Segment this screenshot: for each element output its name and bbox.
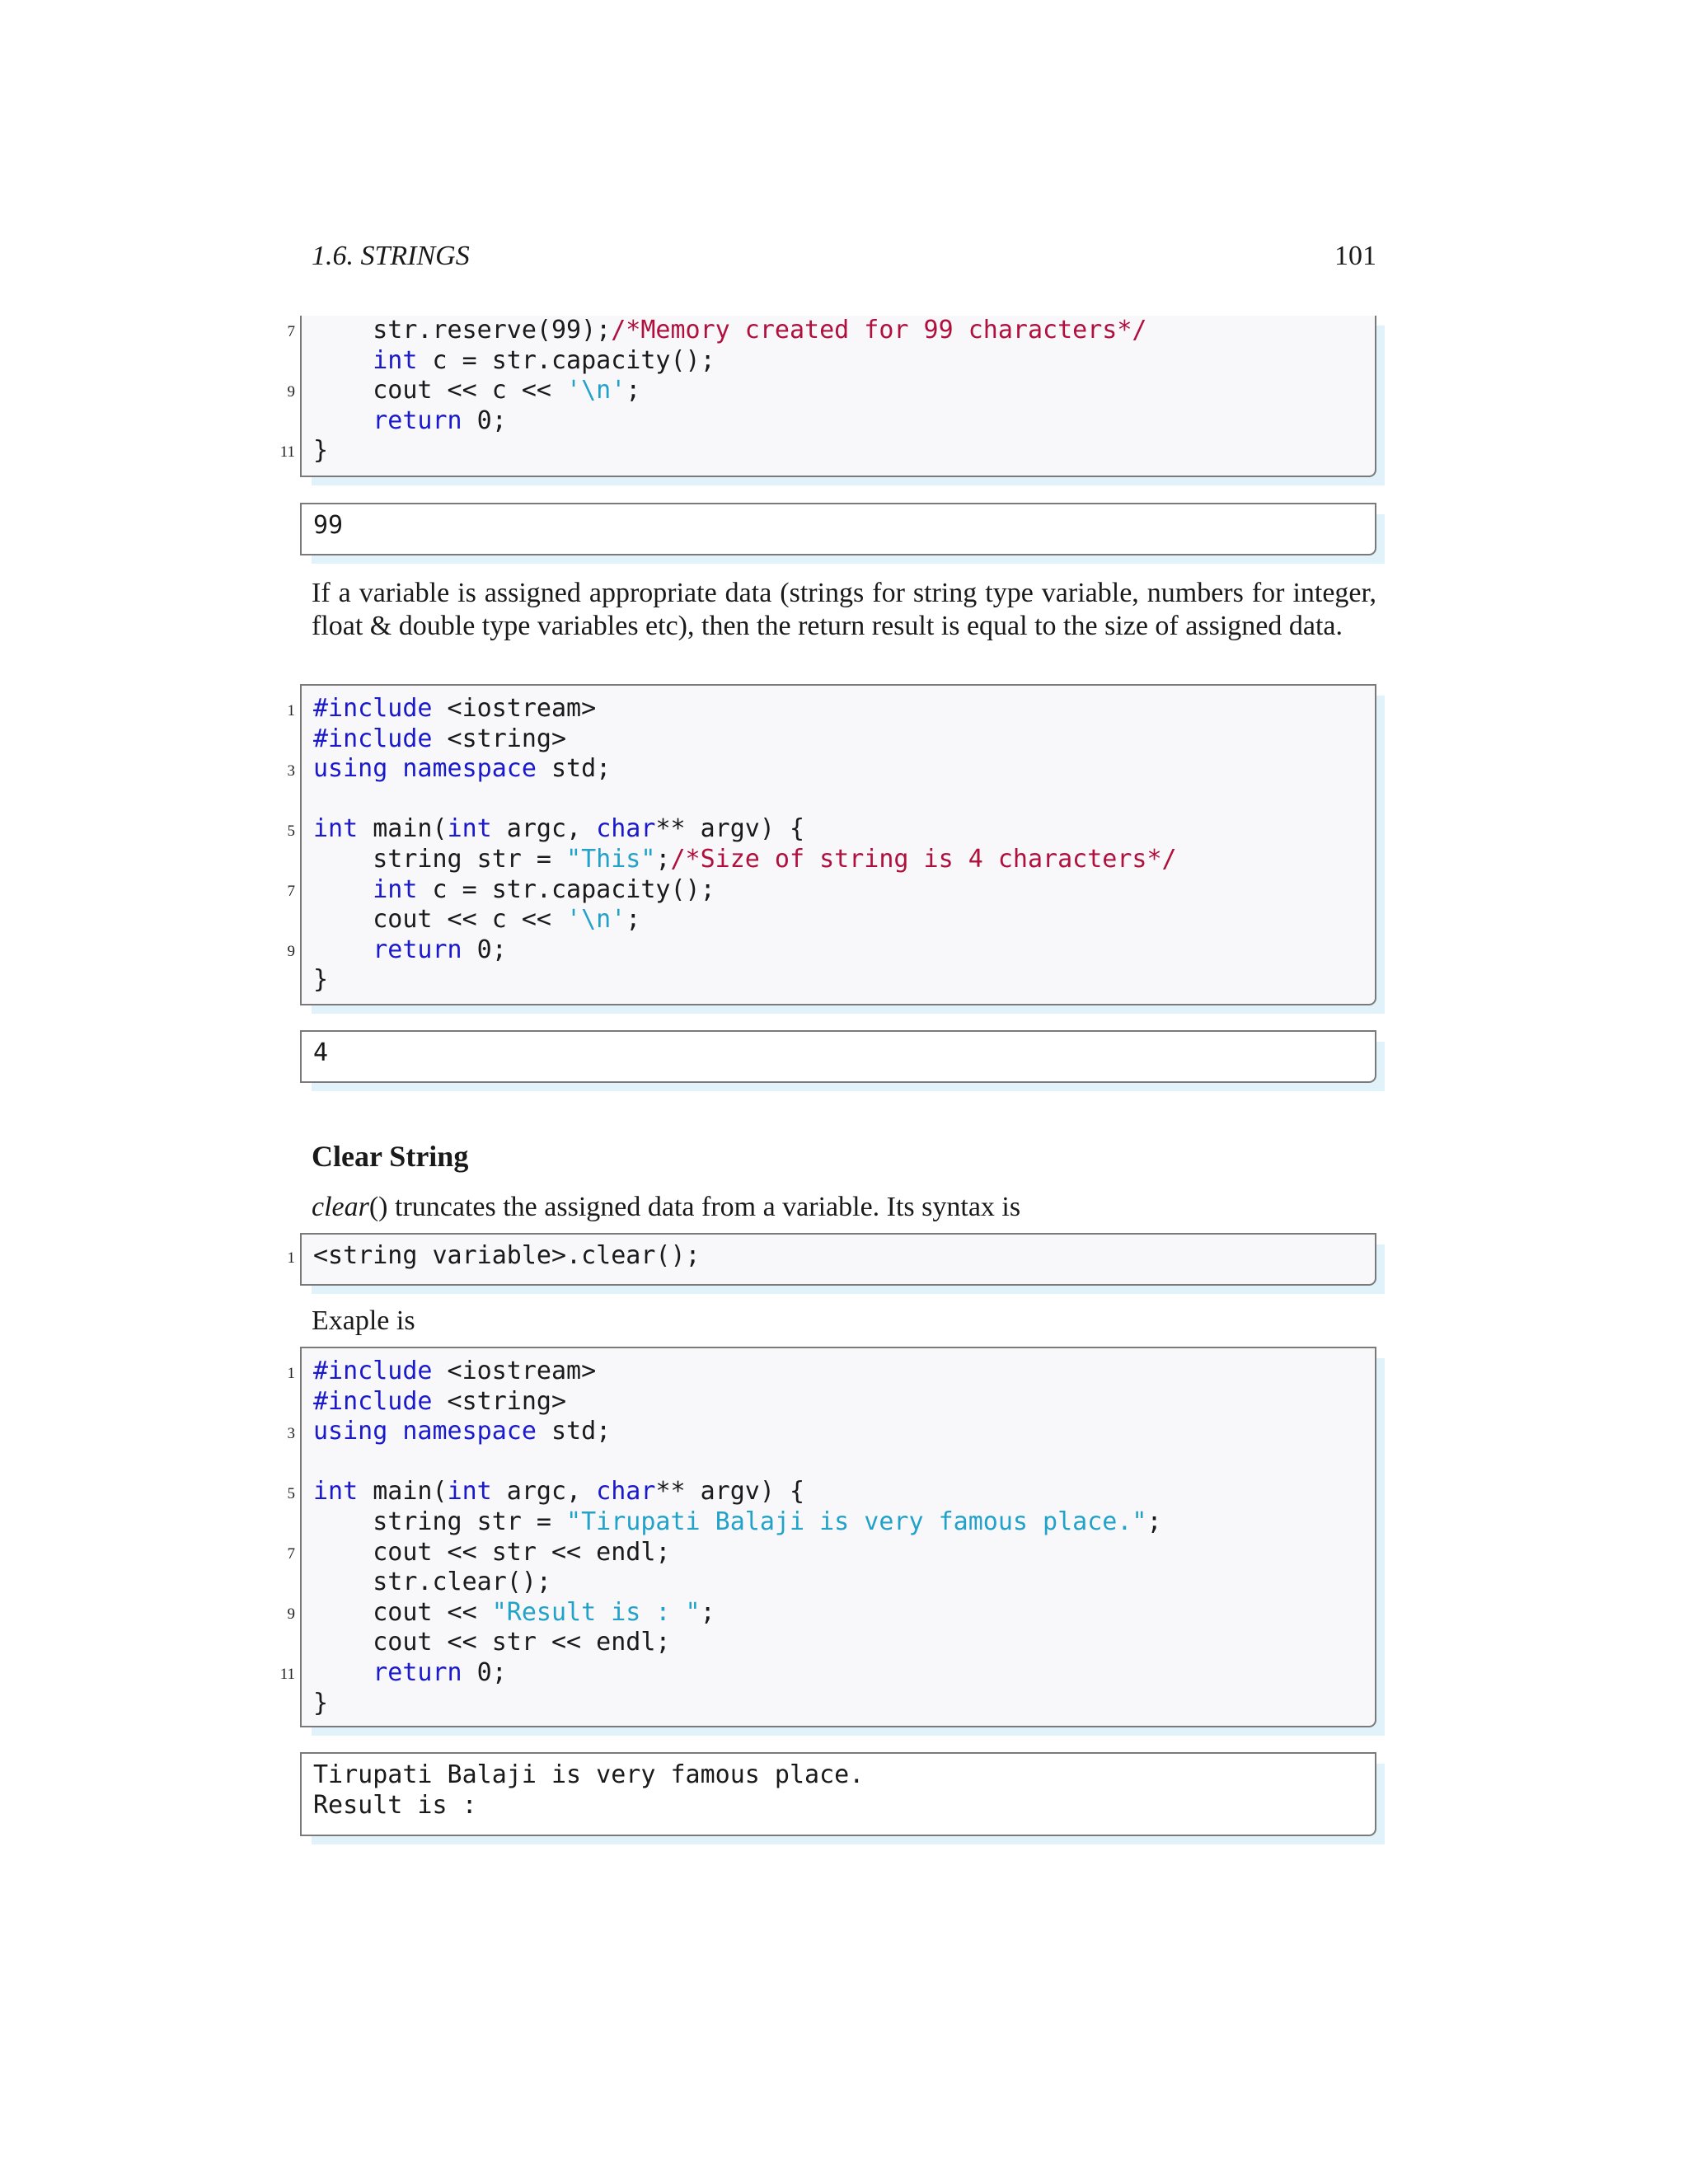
code-block: #include <iostream> #include <string> using namespace std; int main(int argc, char** argv) { string str = "Tirupati Balaji is very famous place."; cout << str << endl; str.clear(); cout << "Result is : "; cout << str << endl; return 0; } — [313, 1357, 1162, 1718]
line-number: 1 — [287, 1365, 295, 1382]
clear-intro: clear() truncates the assigned data from a variable. Its syntax is — [312, 1192, 1021, 1222]
syntax-listing — [300, 1233, 1376, 1286]
line-number: 11 — [279, 1666, 295, 1683]
function-name: clear — [312, 1192, 369, 1222]
code-listing-continued — [300, 316, 1376, 477]
line-number: 7 — [287, 883, 295, 900]
line-number: 3 — [287, 762, 295, 780]
code-block: <string variable>.clear(); — [313, 1241, 701, 1270]
page-number: 101 — [1334, 241, 1376, 271]
output-text: 4 — [313, 1038, 329, 1067]
line-number: 1 — [287, 702, 295, 719]
body-paragraph: If a variable is assigned appropriate data (strings for string type variable, numbers for integer, float & double type variables etc), then the return result is equal to the size of assigned data. — [312, 578, 1376, 641]
output-box — [300, 1752, 1376, 1836]
output-text: Tirupati Balaji is very famous place. Result is : — [313, 1760, 865, 1820]
output-text: 99 — [313, 511, 344, 540]
running-header — [312, 236, 1376, 277]
line-number: 7 — [287, 1545, 295, 1563]
line-number: 9 — [287, 383, 295, 401]
line-number: 5 — [287, 823, 295, 840]
line-number: 11 — [279, 443, 295, 461]
code-block: #include <iostream> #include <string> using namespace std; int main(int argc, char** argv) { string str = "This";/*Size of string is 4 characters*/ int c = str.capacity(); cout << c << '\n'; return 0; } — [313, 694, 1177, 995]
line-number: 3 — [287, 1425, 295, 1442]
code-listing — [300, 684, 1376, 1005]
line-number: 9 — [287, 1605, 295, 1623]
example-label: Exaple is — [312, 1305, 415, 1336]
output-box — [300, 503, 1376, 555]
code-block: str.reserve(99);/*Memory created for 99 characters*/ int c = str.capacity(); cout << c << '\n'; return 0; } — [313, 316, 1147, 466]
line-number: 1 — [287, 1249, 295, 1267]
line-number: 9 — [287, 943, 295, 960]
section-title: 1.6. STRINGS — [312, 241, 470, 271]
section-heading: Clear String — [312, 1140, 469, 1173]
line-number: 5 — [287, 1485, 295, 1502]
line-number: 7 — [287, 323, 295, 340]
output-box — [300, 1030, 1376, 1083]
code-listing — [300, 1347, 1376, 1727]
